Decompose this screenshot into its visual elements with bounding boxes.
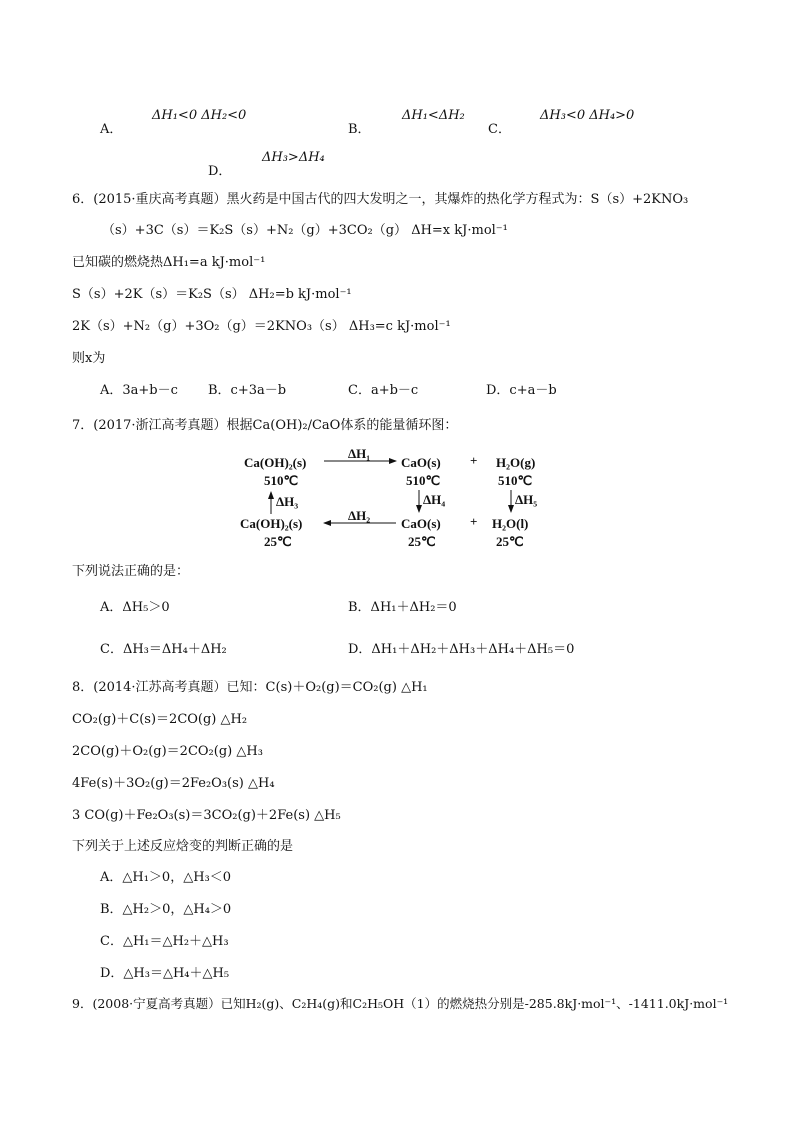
diagram-bottom-right: H₂O(l) (492, 516, 529, 531)
diagram-bottom-mid-temp: 25℃ (408, 534, 436, 549)
q5-option-d-text: ΔH₃>ΔH₄ (262, 150, 325, 165)
q8-line2: CO₂(g)＋C(s)＝2CO(g) △H₂ (72, 712, 248, 727)
q8-option-c: C．△H₁＝△H₂＋△H₃ (100, 934, 229, 949)
diagram-bottom-mid: CaO(s) (401, 516, 441, 531)
q7-option-b: B．ΔH₁＋ΔH₂＝0 (348, 600, 457, 615)
q7-stem: 7．(2017·浙江高考真题）根据Ca(OH)₂/CaO体系的能量循环图： (72, 418, 458, 433)
q7-option-d: D．ΔH₁＋ΔH₂＋ΔH₃＋ΔH₄＋ΔH₅＝0 (348, 642, 575, 657)
diagram-plus-top: + (470, 453, 478, 468)
diagram-bottom-left-temp: 25℃ (264, 534, 292, 549)
energy-cycle-diagram (236, 444, 556, 554)
diagram-bottom-left: Ca(OH)₂(s) (240, 516, 303, 531)
q6-line5: 2K（s）+N₂（g）+3O₂（g）＝2KNO₃（s） ΔH₃=c kJ·mol⁻¹ (72, 319, 451, 334)
diagram-top-right: H₂O(g) (496, 455, 536, 470)
q6-option-a: A．3a+b－c (100, 383, 178, 398)
diagram-dh5: ΔH₅ (515, 492, 538, 507)
q5-option-d-label: D． (208, 164, 232, 179)
q9-line1: 9．(2008·宁夏高考真题）已知H₂(g)、C₂H₄(g)和C₂H₅OH（1）的燃烧热分别是-285.8kJ·mol⁻¹、-1411.0kJ·mol⁻¹ (72, 996, 729, 1011)
q6-option-d: D．c+a－b (486, 383, 557, 398)
diagram-top-left: Ca(OH)₂(s) (244, 455, 307, 470)
q8-line3: 2CO(g)＋O₂(g)＝2CO₂(g) △H₃ (72, 744, 263, 759)
q7-question: 下列说法正确的是： (72, 564, 190, 579)
q8-option-a: A．△H₁＞0，△H₃＜0 (100, 870, 232, 885)
q6-line6: 则x为 (72, 351, 106, 366)
diagram-top-left-temp: 510℃ (264, 473, 299, 488)
q5-option-b-label: B． (348, 122, 371, 137)
q7-option-a: A．ΔH₅＞0 (100, 600, 170, 615)
diagram-top-mid-temp: 510℃ (406, 473, 441, 488)
q6-option-c: C．a+b－c (348, 383, 419, 398)
q6-line1: 6．(2015·重庆高考真题）黑火药是中国古代的四大发明之一，其爆炸的热化学方程式为：S（s）+2KNO₃ (72, 192, 689, 207)
q7-option-c: C．ΔH₃＝ΔH₄＋ΔH₂ (100, 642, 227, 657)
diagram-dh3: ΔH₃ (276, 494, 299, 509)
q6-line3: 已知碳的燃烧热ΔH₁=a kJ·mol⁻¹ (72, 255, 266, 270)
q5-option-c-label: C． (488, 122, 511, 137)
q5-option-a-label: A． (100, 122, 123, 137)
q6-line4: S（s）+2K（s）＝K₂S（s） ΔH₂=b kJ·mol⁻¹ (72, 287, 352, 302)
diagram-dh1: ΔH₁ (348, 446, 371, 461)
diagram-dh2: ΔH₂ (348, 508, 371, 523)
diagram-top-right-temp: 510℃ (498, 473, 533, 488)
q8-line4: 4Fe(s)＋3O₂(g)＝2Fe₂O₃(s) △H₄ (72, 776, 275, 791)
diagram-top-mid: CaO(s) (401, 455, 441, 470)
q8-line5: 3 CO(g)＋Fe₂O₃(s)＝3CO₂(g)＋2Fe(s) △H₅ (72, 808, 341, 823)
q8-line1: 8．(2014·江苏高考真题）已知：C(s)＋O₂(g)＝CO₂(g) △H₁ (72, 680, 428, 695)
diagram-dh4: ΔH₄ (423, 492, 446, 507)
q8-question: 下列关于上述反应焓变的判断正确的是 (72, 839, 294, 854)
q8-option-d: D．△H₃＝△H₄＋△H₅ (100, 966, 230, 981)
diagram-bottom-right-temp: 25℃ (496, 534, 524, 549)
diagram-plus-bottom: + (470, 514, 478, 529)
q8-option-b: B．△H₂＞0，△H₄＞0 (100, 902, 232, 917)
q5-option-c-text: ΔH₃<0 ΔH₄>0 (540, 108, 635, 123)
q6-line2: （s）+3C（s）＝K₂S（s）+N₂（g）+3CO₂（g） ΔH=x kJ·mol⁻¹ (102, 223, 508, 238)
q6-option-b: B．c+3a－b (208, 383, 287, 398)
q5-option-b-text: ΔH₁<ΔH₂ (402, 108, 465, 123)
q5-option-a-text: ΔH₁<0 ΔH₂<0 (152, 108, 247, 123)
